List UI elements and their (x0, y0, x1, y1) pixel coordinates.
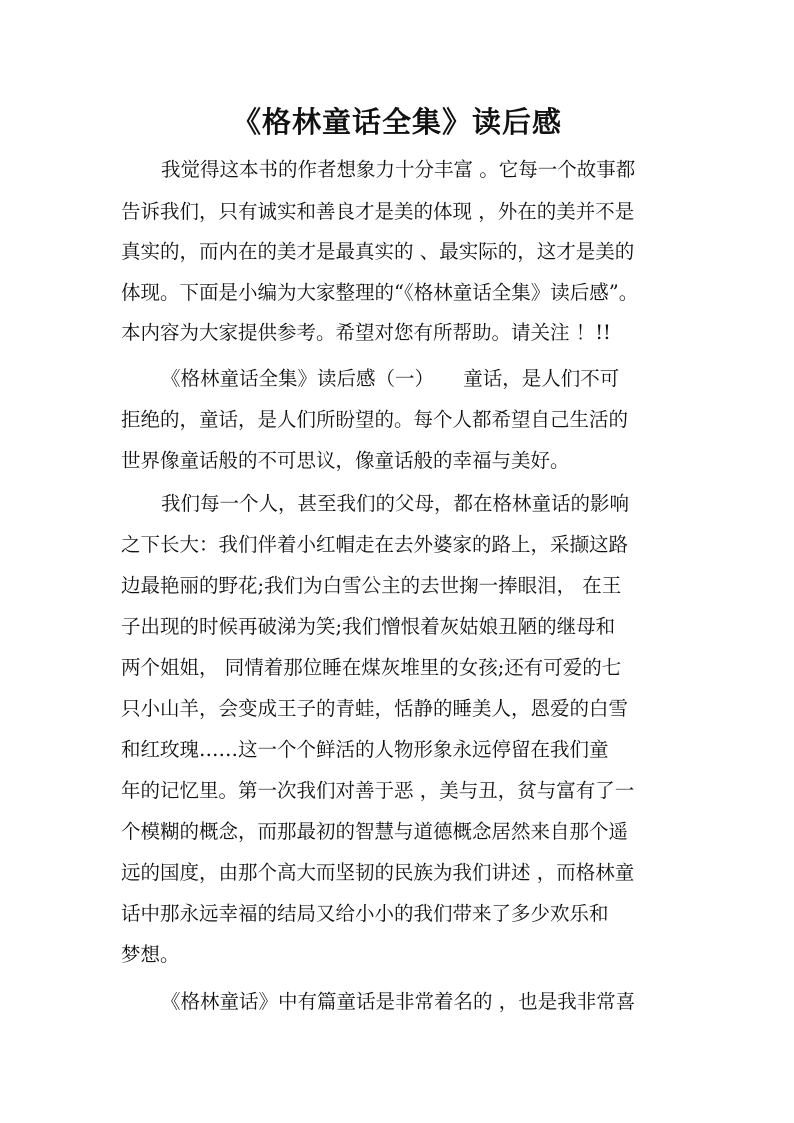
text-line: 我们每一个人，甚至我们的父母，都在格林童话的影响 (161, 492, 630, 515)
text-line: 《格林童话全集》读后感（一） 童话，是人们不可 (161, 367, 620, 390)
text-line: 本内容为大家提供参考。希望对您有所帮助。请关注 ！!! (121, 321, 611, 344)
text-line: 两个姐姐， 同情着那位睡在煤灰堆里的女孩;还有可爱的七 (121, 656, 622, 679)
text-line: 和红玫瑰……这一个个鲜活的人物形象永远停留在我们童 (121, 738, 609, 761)
document-title: 《格林童话全集》读后感 (231, 105, 562, 139)
text-line: 拒绝的，童话，是人们所盼望的。每个人都希望自己生活的 (121, 408, 629, 431)
text-line: 世界像童话般的不可思议，像童话般的幸福与美好。 (121, 449, 570, 472)
text-line: 个模糊的概念，而那最初的智慧与道德概念居然来自那个遥 (121, 820, 629, 843)
text-line: 年的记忆里。第一次我们对善于恶 ，美与丑，贫与富有了一 (121, 779, 635, 802)
text-line: 只小山羊，会变成王子的青蛙，恬静的睡美人，恩爱的白雪 (121, 697, 629, 720)
text-line: 话中那永远幸福的结局又给小小的我们带来了多少欢乐和 (121, 902, 609, 925)
text-line: 之下长大：我们伴着小红帽走在去外婆家的路上，采撷这路 (121, 533, 629, 556)
text-line: 子出现的时候再破涕为笑;我们憎恨着灰姑娘丑陋的继母和 (121, 615, 616, 638)
text-line: 体现。下面是小编为大家整理的“《格林童话全集》读后感”。 (121, 281, 639, 304)
text-line: 告诉我们，只有诚实和善良才是美的体现 ，外在的美并不是 (121, 200, 635, 223)
text-line: 我觉得这本书的作者想象力十分丰富 。它每一个故事都 (161, 158, 636, 181)
text-line: 边最艳丽的野花;我们为白雪公主的去世掬一捧眼泪， 在王 (121, 574, 622, 597)
text-line: 梦想。 (121, 943, 180, 966)
text-line: 真实的，而内在的美才是最真实的 、最实际的，这才是美的 (121, 240, 635, 263)
text-line: 《格林童话》中有篇童话是非常着名的 ，也是我非常喜 (161, 990, 636, 1013)
text-line: 远的国度，由那个高大而坚韧的民族为我们讲述 ，而格林童 (121, 861, 635, 884)
